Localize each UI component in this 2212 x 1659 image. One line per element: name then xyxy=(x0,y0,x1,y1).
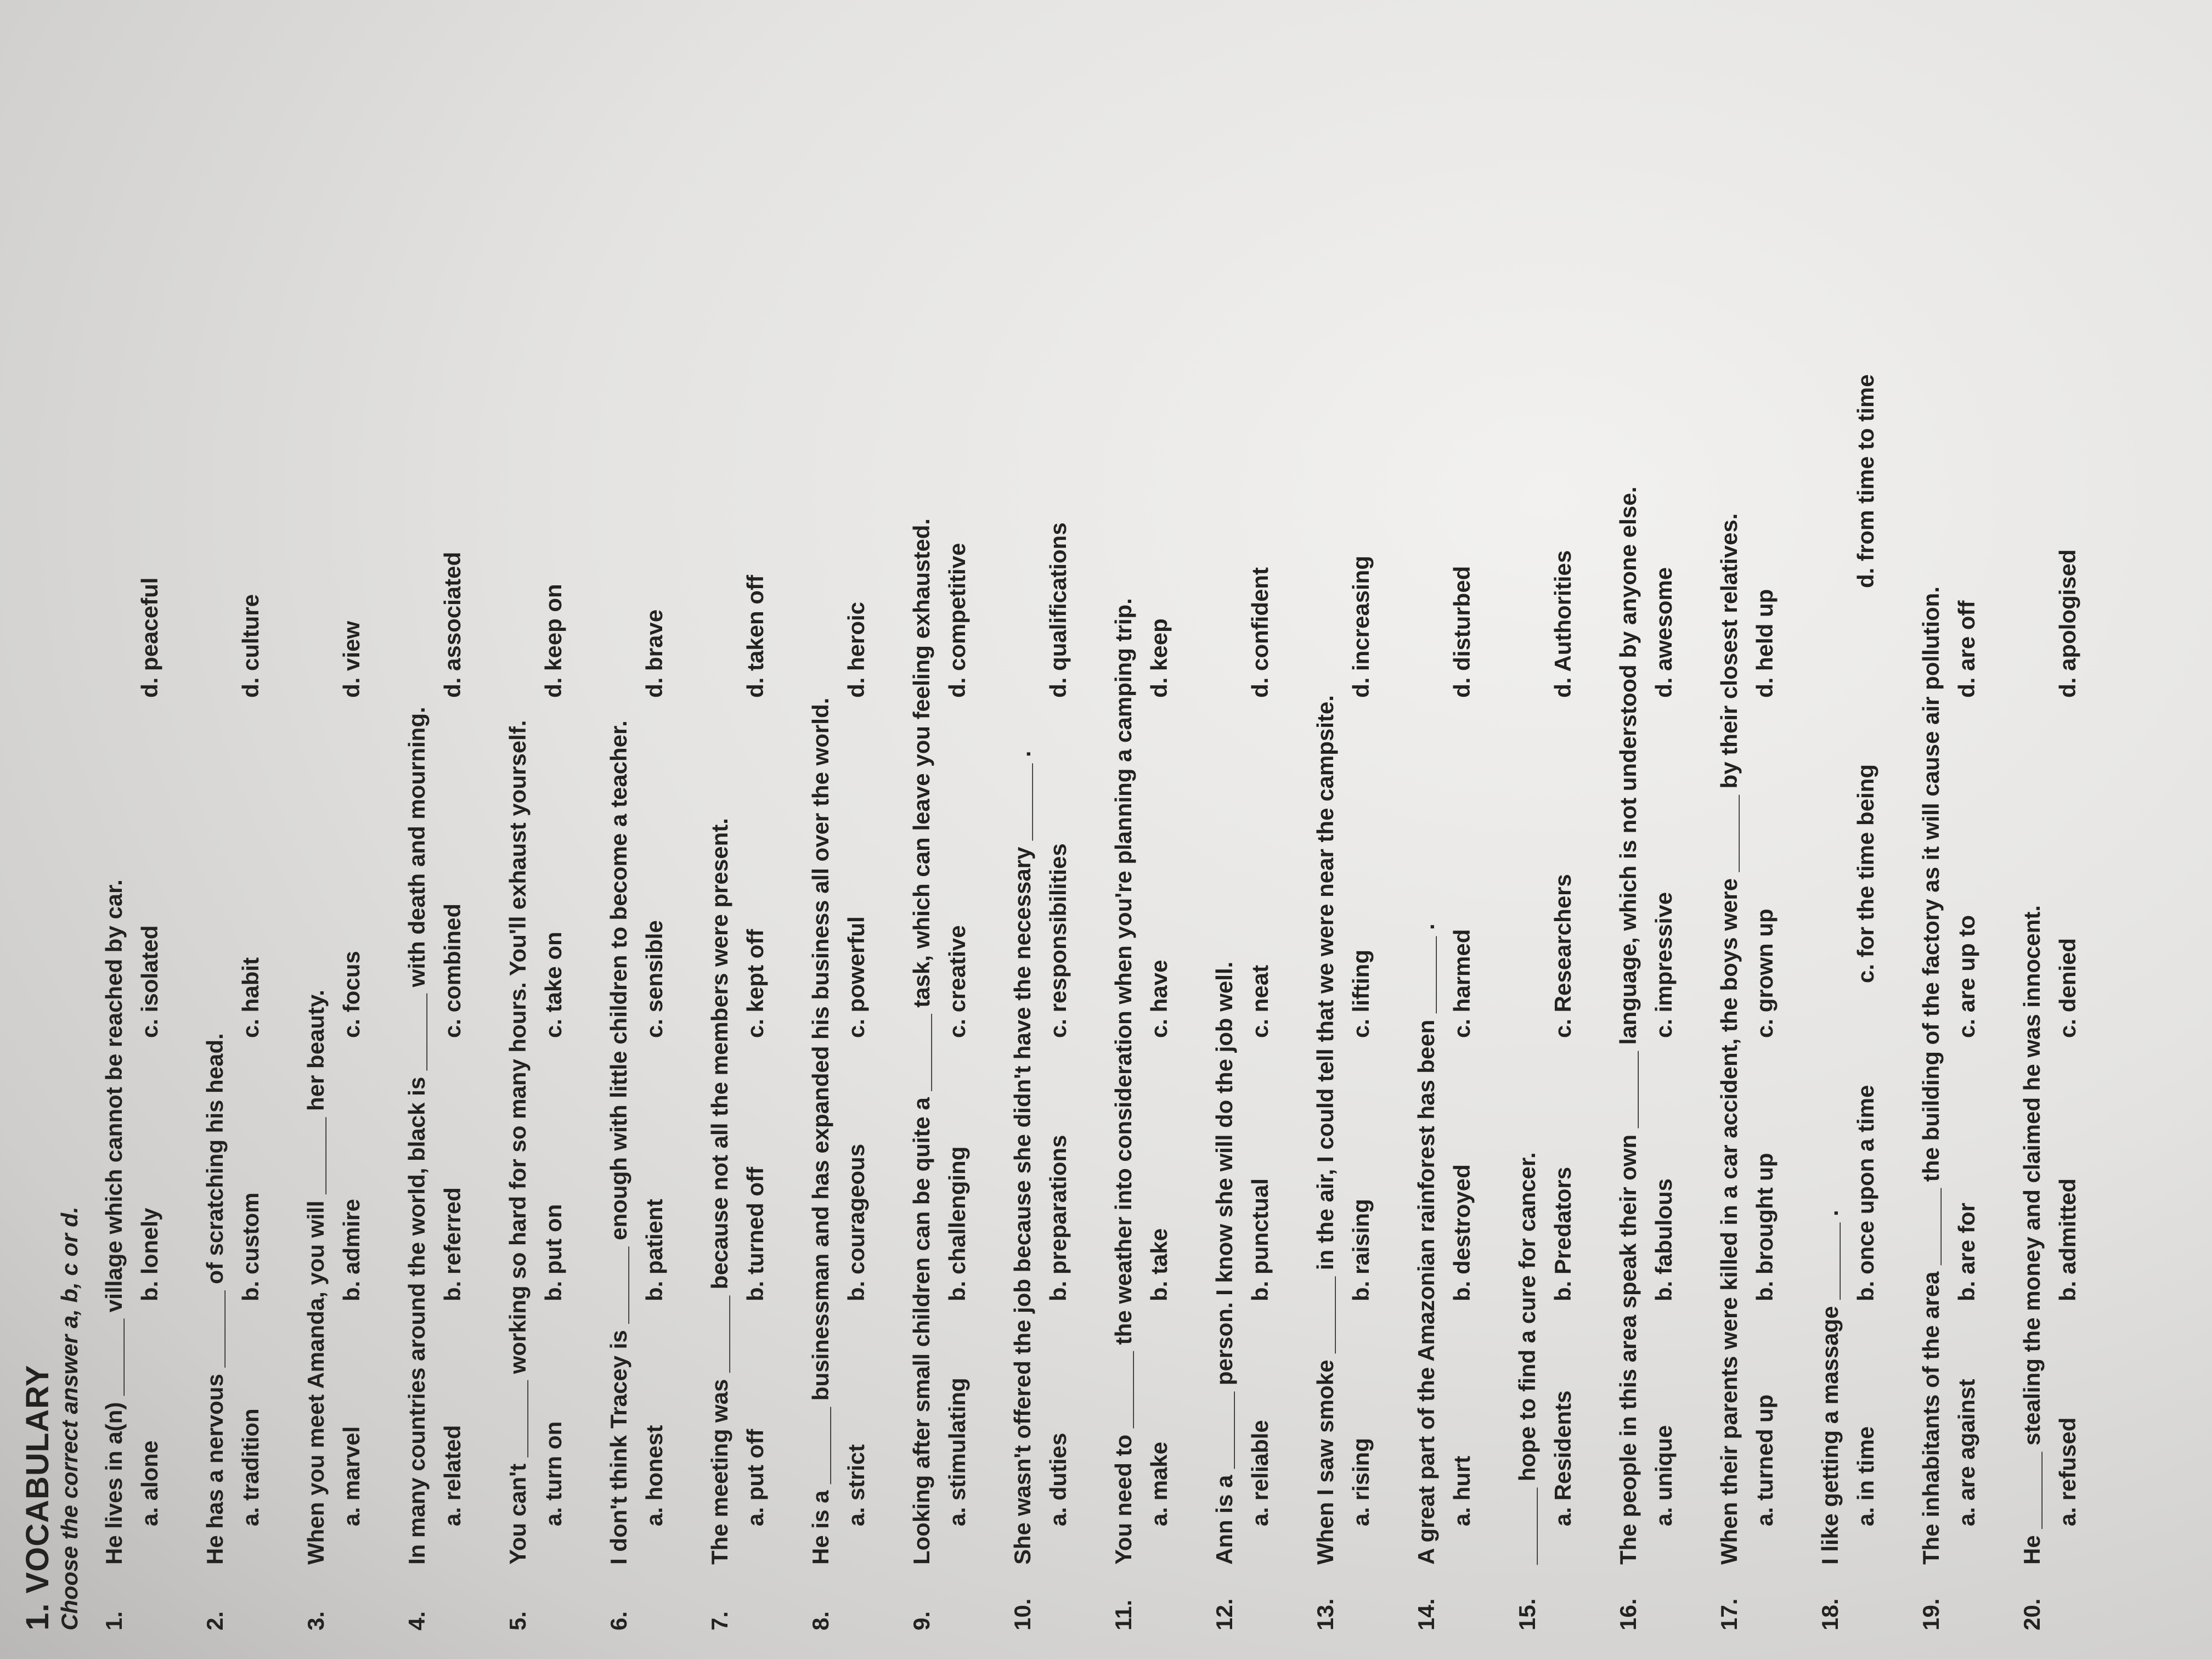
option-b: b. put on xyxy=(540,1204,566,1301)
option-c: c. for the time being xyxy=(1853,764,1878,983)
question-text: You can't ______ working so hard for so many hours. You'll exhaust yourself. xyxy=(505,720,531,1565)
option-d: d. Authorities xyxy=(1550,550,1576,698)
question-4 xyxy=(400,7,501,1630)
question-text: Looking after small children can be quite a ______ task, which can leave you feeling exhausted. xyxy=(909,518,934,1565)
option-d: d. qualifications xyxy=(1045,522,1071,698)
option-b: b. lonely xyxy=(137,1207,162,1301)
option-a: a. rising xyxy=(1348,1437,1374,1526)
question-11 xyxy=(1107,7,1208,1630)
option-b: b. brought up xyxy=(1752,1153,1778,1301)
question-text: He has a nervous ______ of scratching his head. xyxy=(202,1033,228,1565)
option-d: d. brave xyxy=(641,609,667,698)
section-title: 1. VOCABULARY xyxy=(20,1364,55,1630)
question-3 xyxy=(300,7,400,1630)
option-a: a. are against xyxy=(1954,1379,1979,1526)
question-text: When I saw smoke ______ in the air, I could tell that we were near the campsite. xyxy=(1312,695,1338,1565)
question-number: 12. xyxy=(1211,1598,1237,1630)
option-c: c. habit xyxy=(238,957,263,1038)
option-a: a. Residents xyxy=(1550,1390,1576,1526)
option-b: b. destroyed xyxy=(1449,1164,1475,1301)
question-9 xyxy=(905,7,1006,1630)
option-b: b. fabulous xyxy=(1651,1178,1677,1301)
question-text: He ______ stealing the money and claimed he was innocent. xyxy=(2019,905,2045,1565)
question-text: He is a ______ businessman and has expanded his business all over the world. xyxy=(808,697,833,1565)
option-b: b. punctual xyxy=(1247,1178,1273,1301)
question-number: 20. xyxy=(2019,1598,2045,1630)
question-5 xyxy=(501,7,602,1630)
question-text: When their parents were killed in a car accident, the boys were ______ by their closest relatives. xyxy=(1716,513,1742,1565)
option-a: a. turned up xyxy=(1752,1394,1778,1526)
option-b: b. admitted xyxy=(2055,1178,2080,1301)
option-d: d. increasing xyxy=(1348,555,1374,698)
option-c: c. are up to xyxy=(1954,915,1979,1038)
option-a: a. stimulating xyxy=(944,1378,970,1526)
option-c: c. powerful xyxy=(843,916,869,1038)
option-a: a. marvel xyxy=(338,1426,364,1526)
worksheet-content xyxy=(20,7,2117,1630)
option-c: c. focus xyxy=(338,951,364,1038)
question-number: 15. xyxy=(1514,1598,1540,1630)
question-17 xyxy=(1713,7,1814,1630)
question-8 xyxy=(804,7,905,1630)
question-text: He lives in a(n) ______ village which cannot be reached by car. xyxy=(101,879,127,1565)
question-13 xyxy=(1309,7,1410,1630)
option-c: c. combined xyxy=(439,903,465,1038)
question-1 xyxy=(98,7,199,1630)
option-c: c. lifting xyxy=(1348,950,1374,1038)
option-b: b. courageous xyxy=(843,1143,869,1301)
option-b: b. are for xyxy=(1954,1203,1979,1301)
question-number: 4. xyxy=(404,1611,430,1630)
question-text: ______ hope to find a cure for cancer. xyxy=(1514,1152,1540,1565)
option-b: b. preparations xyxy=(1045,1135,1071,1301)
option-d: d. awesome xyxy=(1651,567,1677,698)
question-text: You need to ______ the weather into consideration when you're planning a camping trip. xyxy=(1110,598,1136,1565)
instruction-text: Choose the correct answer a, b, c or d. xyxy=(57,1206,82,1630)
option-a: a. put off xyxy=(742,1429,768,1526)
option-b: b. custom xyxy=(238,1192,263,1301)
option-a: a. unique xyxy=(1651,1425,1677,1526)
option-d: d. peaceful xyxy=(137,577,162,698)
option-d: d. associated xyxy=(439,551,465,698)
option-d: d. heroic xyxy=(843,601,869,698)
option-c: c. impressive xyxy=(1651,891,1677,1038)
option-d: d. view xyxy=(338,620,364,698)
option-d: d. are off xyxy=(1954,600,1979,698)
option-b: b. admire xyxy=(338,1199,364,1301)
question-2 xyxy=(199,7,300,1630)
option-d: d. culture xyxy=(238,594,263,698)
option-a: a. make xyxy=(1146,1441,1172,1526)
option-c: c. isolated xyxy=(137,925,162,1038)
option-b: b. challenging xyxy=(944,1146,970,1301)
option-c: c. denied xyxy=(2055,938,2080,1038)
question-text: Ann is a ______ person. I know she will do the job well. xyxy=(1211,961,1237,1565)
question-text: The inhabitants of the area ______ the building of the factory as it will cause air pollution. xyxy=(1918,586,1944,1565)
option-b: b. Predators xyxy=(1550,1166,1576,1301)
question-number: 6. xyxy=(606,1611,631,1630)
question-number: 16. xyxy=(1615,1598,1641,1630)
option-d: d. confident xyxy=(1247,567,1273,698)
worksheet-page xyxy=(9,7,2203,1652)
question-number: 2. xyxy=(202,1611,228,1630)
question-number: 9. xyxy=(909,1611,934,1630)
question-text: When you meet Amanda, you will ______ her beauty. xyxy=(303,990,329,1565)
question-number: 3. xyxy=(303,1611,329,1630)
question-number: 5. xyxy=(505,1611,531,1630)
question-number: 10. xyxy=(1009,1598,1035,1630)
option-d: d. keep on xyxy=(540,584,566,698)
option-a: a. duties xyxy=(1045,1432,1071,1526)
question-number: 19. xyxy=(1918,1598,1944,1630)
option-c: c. have xyxy=(1146,960,1172,1038)
question-text: In many countries around the world, black is ______ with death and mourning. xyxy=(404,707,430,1565)
question-number: 17. xyxy=(1716,1598,1742,1630)
option-b: b. once upon a time xyxy=(1853,1085,1878,1301)
question-text: I don't think Tracey is ______ enough with little children to become a teacher. xyxy=(606,720,631,1565)
question-text: She wasn't offered the job because she didn't have the necessary ______ . xyxy=(1009,751,1035,1565)
option-b: b. turned off xyxy=(742,1167,768,1301)
option-a: a. in time xyxy=(1853,1426,1878,1526)
option-d: d. disturbed xyxy=(1449,566,1475,698)
question-15 xyxy=(1511,7,1612,1630)
question-7 xyxy=(703,7,804,1630)
question-20 xyxy=(2016,7,2117,1630)
option-d: d. competitive xyxy=(944,543,970,698)
option-c: c. Researchers xyxy=(1550,874,1576,1038)
question-6 xyxy=(602,7,703,1630)
option-a: a. alone xyxy=(137,1440,162,1526)
option-a: a. hurt xyxy=(1449,1455,1475,1526)
option-b: b. patient xyxy=(641,1199,667,1301)
option-d: d. from time to time xyxy=(1853,374,1878,588)
option-c: c. neat xyxy=(1247,964,1273,1038)
option-d: d. taken off xyxy=(742,574,768,698)
option-d: d. keep xyxy=(1146,618,1172,698)
option-c: c. responsibilities xyxy=(1045,843,1071,1038)
option-c: c. kept off xyxy=(742,929,768,1038)
question-12 xyxy=(1208,7,1309,1630)
option-a: a. related xyxy=(439,1425,465,1526)
question-number: 1. xyxy=(101,1611,127,1630)
question-number: 18. xyxy=(1817,1598,1843,1630)
option-a: a. honest xyxy=(641,1425,667,1526)
question-number: 14. xyxy=(1413,1598,1439,1630)
option-c: c. grown up xyxy=(1752,909,1778,1038)
option-a: a. reliable xyxy=(1247,1420,1273,1526)
option-b: b. raising xyxy=(1348,1199,1374,1301)
question-10 xyxy=(1006,7,1107,1630)
question-14 xyxy=(1410,7,1511,1630)
option-c: c. take on xyxy=(540,932,566,1038)
option-d: d. held up xyxy=(1752,589,1778,698)
question-number: 8. xyxy=(808,1611,833,1630)
option-c: c. sensible xyxy=(641,920,667,1038)
question-18 xyxy=(1814,7,1915,1630)
question-text: The people in this area speak their own ______ language, which is not understood by anyone else. xyxy=(1615,486,1641,1565)
option-b: b. referred xyxy=(439,1187,465,1301)
option-a: a. turn on xyxy=(540,1421,566,1526)
question-19 xyxy=(1915,7,2016,1630)
question-text: The meeting was ______ because not all the members were present. xyxy=(707,818,732,1565)
option-b: b. take xyxy=(1146,1228,1172,1301)
question-16 xyxy=(1612,7,1713,1630)
option-c: c. creative xyxy=(944,925,970,1038)
question-text: I like getting a massage ______ . xyxy=(1817,1210,1843,1565)
question-number: 11. xyxy=(1110,1599,1136,1630)
question-number: 7. xyxy=(707,1611,732,1630)
option-a: a. strict xyxy=(843,1444,869,1526)
question-number: 13. xyxy=(1312,1598,1338,1630)
option-a: a. refused xyxy=(2055,1417,2080,1526)
option-a: a. tradition xyxy=(238,1408,263,1526)
question-text: A great part of the Amazonian rainforest has been ______ . xyxy=(1413,923,1439,1565)
option-c: c. harmed xyxy=(1449,929,1475,1038)
option-d: d. apologised xyxy=(2055,549,2080,698)
